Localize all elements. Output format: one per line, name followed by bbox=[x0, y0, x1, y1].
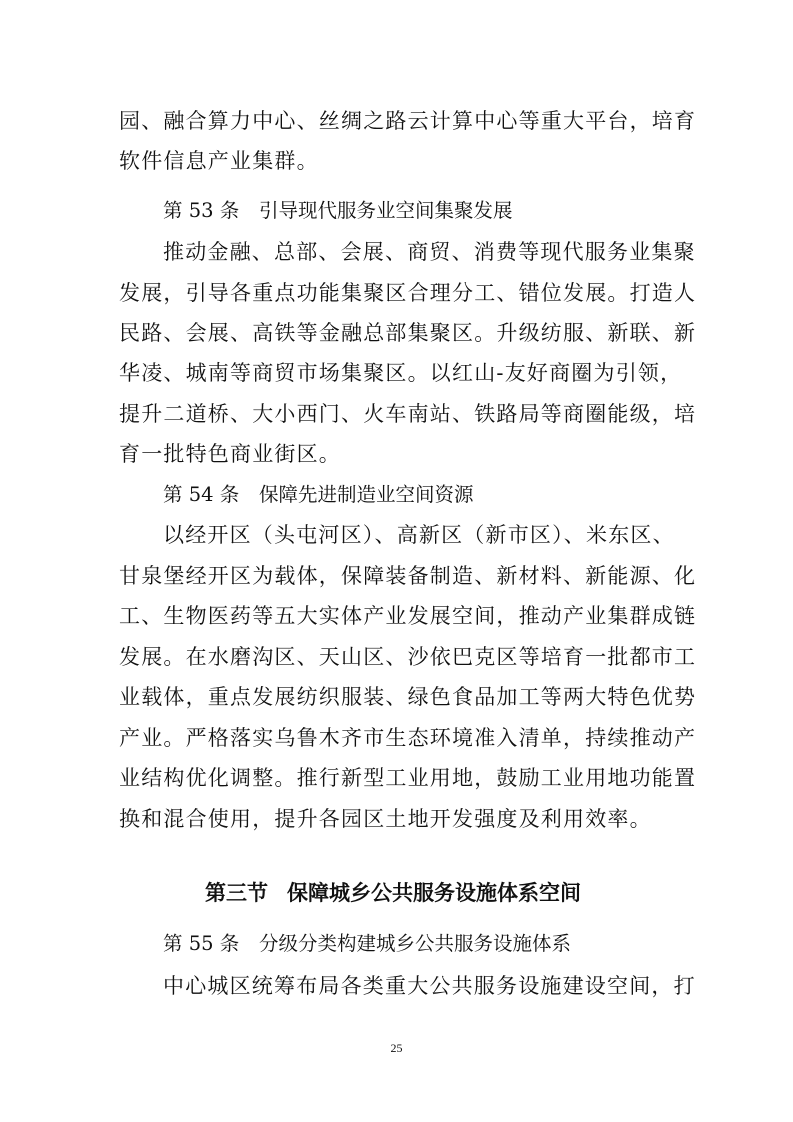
section-title: 保障城乡公共服务设施体系空间 bbox=[287, 881, 581, 905]
article-number: 第 54 条 bbox=[163, 483, 240, 506]
paragraph-line: 产业。严格落实乌鲁木齐市生态环境准入清单，持续推动产 bbox=[119, 726, 697, 750]
section-number: 第三节 bbox=[205, 881, 268, 905]
article-title: 保障先进制造业空间资源 bbox=[259, 483, 474, 506]
article-number: 第 53 条 bbox=[163, 199, 240, 222]
paragraph-line: 中心城区统筹布局各类重大公共服务设施建设空间，打 bbox=[163, 974, 696, 998]
article-55-heading bbox=[163, 929, 571, 959]
paragraph-line: 育一批特色商业街区。 bbox=[119, 442, 341, 466]
paragraph-line: 甘泉堡经开区为载体，保障装备制造、新材料、新能源、化 bbox=[119, 564, 697, 588]
paragraph-line: 软件信息产业集群。 bbox=[119, 149, 319, 173]
article-title: 分级分类构建城乡公共服务设施体系 bbox=[259, 932, 572, 955]
paragraph-line: 园、融合算力中心、丝绸之路云计算中心等重大平台，培育 bbox=[119, 109, 697, 133]
paragraph-line: 工、生物医药等五大实体产业发展空间，推动产业集群成链 bbox=[119, 604, 697, 628]
section-heading bbox=[205, 878, 581, 908]
article-53-heading bbox=[163, 196, 513, 226]
article-54-heading bbox=[163, 480, 474, 510]
paragraph-line: 业载体，重点发展纺织服装、绿色食品加工等两大特色优势 bbox=[119, 685, 697, 709]
article-title: 引导现代服务业空间集聚发展 bbox=[259, 199, 513, 222]
paragraph-line: 提升二道桥、大小西门、火车南站、铁路局等商圈能级，培 bbox=[119, 402, 697, 426]
page-number: 25 bbox=[390, 1041, 403, 1055]
paragraph-line: 业结构优化调整。推行新型工业用地，鼓励工业用地功能置 bbox=[119, 766, 697, 790]
paragraph-line: 发展，引导各重点功能集聚区合理分工、错位发展。打造人 bbox=[119, 281, 697, 305]
paragraph-line: 发展。在水磨沟区、天山区、沙依巴克区等培育一批都市工 bbox=[119, 645, 697, 669]
article-number: 第 55 条 bbox=[163, 932, 240, 955]
paragraph-line: 换和混合使用，提升各园区土地开发强度及利用效率。 bbox=[119, 807, 652, 831]
paragraph-line: 民路、会展、高铁等金融总部集聚区。升级纺服、新联、新 bbox=[119, 321, 697, 345]
paragraph-line: 推动金融、总部、会展、商贸、消费等现代服务业集聚 bbox=[163, 240, 696, 264]
paragraph-line: 以经开区（头屯河区）、高新区（新市区）、米东区、 bbox=[163, 523, 675, 547]
paragraph-line: 华凌、城南等商贸市场集聚区。以红山-友好商圈为引领， bbox=[119, 361, 683, 385]
